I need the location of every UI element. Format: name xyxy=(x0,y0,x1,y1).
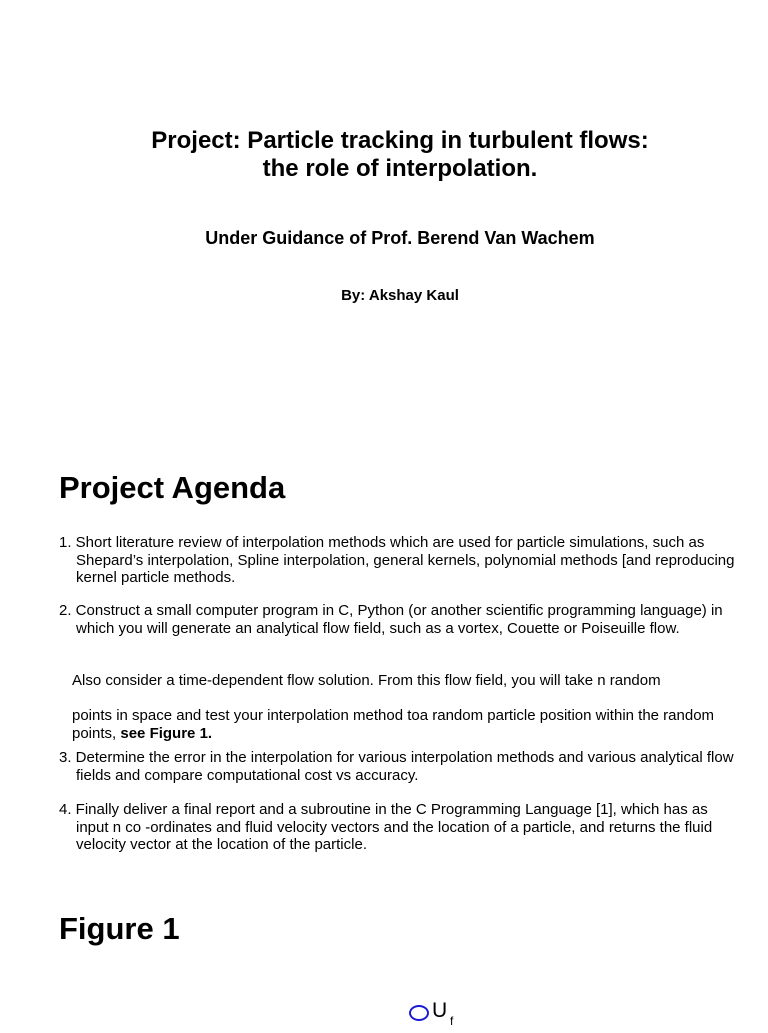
author-line: By: Akshay Kaul xyxy=(341,287,459,304)
figure-heading: Figure 1 xyxy=(59,911,180,946)
figure-reference: see Figure 1. xyxy=(120,724,213,742)
agenda-item-2: 2. Construct a small computer program in C, Python (or another scientific programming language) in which you will generate an analytical flow field, such as a vortex, Couette or Poiseuille flow. xyxy=(59,602,723,637)
guidance-line: Under Guidance of Prof. Berend Van Wachem xyxy=(205,228,595,248)
velocity-subscript: f xyxy=(450,1014,454,1028)
agenda-note-2 xyxy=(72,707,732,742)
agenda-item-4: 4. Finally deliver a final report and a subroutine in the C Programming Language [1], which has as input n co -ordinates and fluid velocity vectors and the location of a particle, and returns the fluid velocity vector at the location of the particle. xyxy=(59,801,713,853)
particle-circle-icon xyxy=(409,1005,429,1021)
agenda-item-3: 3. Determine the error in the interpolation for various interpolation methods and various analytical flow fields and compare computational cost vs accuracy. xyxy=(59,749,734,784)
agenda-item-1: 1. Short literature review of interpolation methods which are used for particle simulations, such as Shepard’s interpolation, Spline interpolation, general kernels, polynomial methods [and reproducing kernel particle methods. xyxy=(59,534,735,586)
agenda-note-1: Also consider a time-dependent flow solution. From this flow field, you will take n random xyxy=(72,672,661,689)
agenda-note-2-text: points in space and test your interpolation method toa random particle position within the random points, xyxy=(72,707,715,742)
figure-1-graphic xyxy=(408,999,468,1028)
document-title-line-1: Project: Particle tracking in turbulent flows: xyxy=(151,127,649,154)
agenda-heading: Project Agenda xyxy=(59,470,286,505)
document-title-line-2: the role of interpolation. xyxy=(262,155,538,182)
velocity-symbol: U xyxy=(432,999,448,1022)
